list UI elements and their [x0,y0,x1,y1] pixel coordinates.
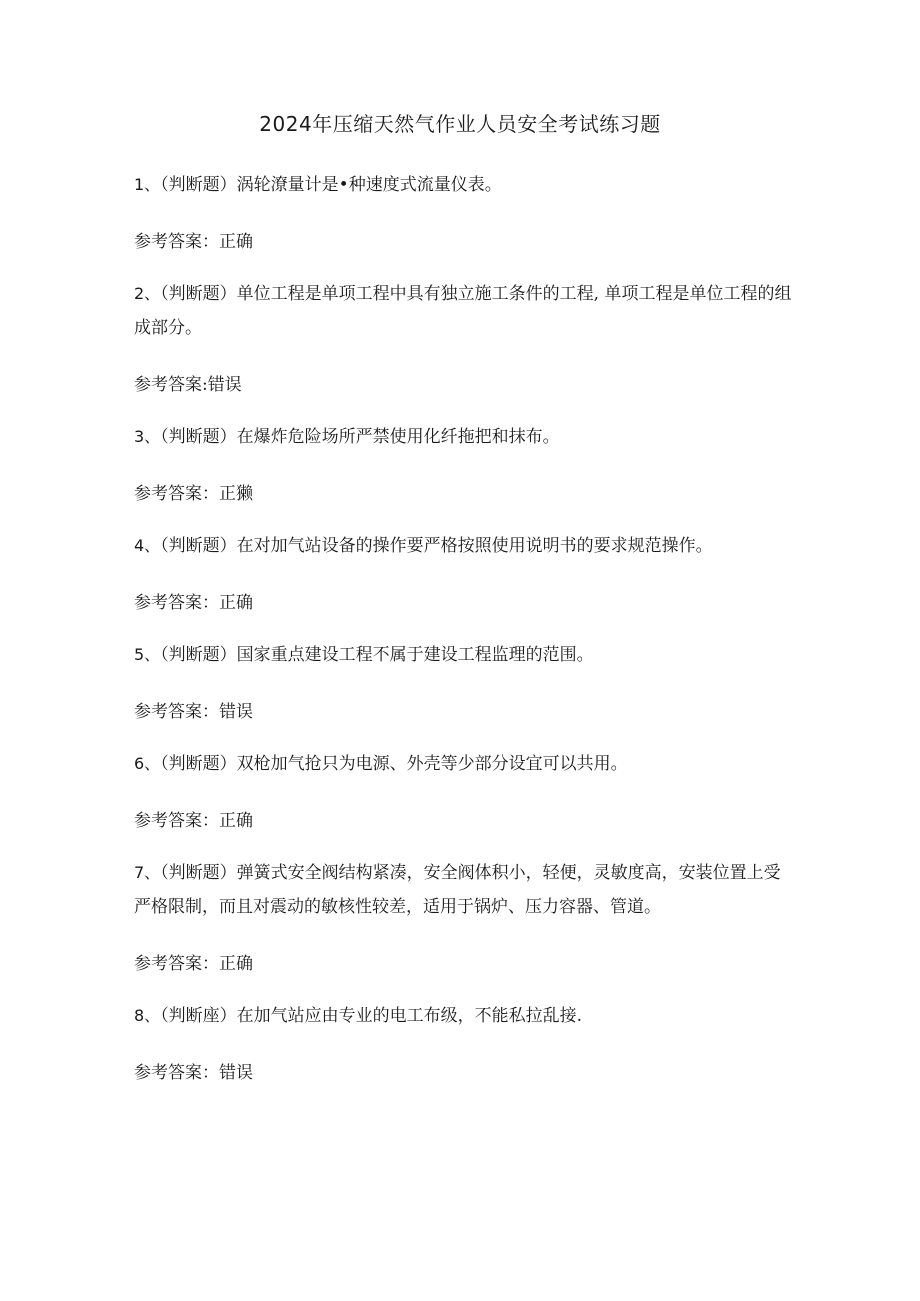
question-body: （判断座）在加气站应由专业的电工布级，不能私拉乱接. [160,1006,583,1026]
question-item-3 [134,420,794,511]
answer-text: 参考答案：正獭 [134,484,253,504]
question-body: （判断题）国家重点建设工程不属于建设工程监理的范围。 [160,645,594,665]
question-number: 5、 [134,645,161,664]
question-body: （判断题）弹簧式安全阀结构紧凑，安全阀体积小，轻便，灵敏度高，安装位置上受严格限制，而且对震动的敏核性较差，适用于锅炉、压力容器、管道。 [134,863,781,917]
question-item-7 [134,856,794,981]
question-list [134,168,794,1108]
question-number: 4、 [134,536,161,555]
question-body: （判断题）在对加气站设备的操作要严格按照使用说明书的要求规范操作。 [160,536,713,556]
question-number: 6、 [134,754,161,773]
answer-text: 参考答案：错误 [134,702,253,722]
answer-text: 参考答案：正确 [134,954,253,974]
answer-text: 参考答案：正确 [134,232,253,252]
question-body: （判断题）双枪加气抢只为电源、外壳等少部分设宜可以共用。 [160,754,628,774]
question-number: 7、 [134,863,161,882]
answer-text: 参考答案：正确 [134,593,253,613]
question-text [134,420,794,454]
question-item-2 [134,277,794,402]
question-item-6 [134,747,794,838]
question-body: （判断题）涡轮潦量计是•种速度式流量仪表。 [160,175,502,195]
question-text [134,638,794,672]
question-body: （判断题）单位工程是单项工程中具有独立施工条件的工程, 单项工程是单位工程的组成部分。 [134,284,792,338]
question-number: 1、 [134,175,161,194]
question-text [134,856,794,924]
question-number: 2、 [134,284,161,303]
question-number: 8、 [134,1006,161,1025]
question-item-5 [134,638,794,729]
page-title: 2024年压缩天然气作业人员安全考试练习题 [259,112,661,136]
answer-text: 参考答案：正确 [134,811,253,831]
answer-text: 参考答案:错误 [134,375,242,395]
question-number: 3、 [134,427,161,446]
question-text [134,529,794,563]
question-item-1 [134,168,794,259]
question-text [134,168,794,202]
question-text [134,747,794,781]
question-text [134,999,794,1033]
question-text [134,277,794,345]
answer-text: 参考答案：错误 [134,1063,253,1083]
question-item-8 [134,999,794,1090]
question-body: （判断题）在爆炸危险场所严禁使用化纤拖把和抹布。 [160,427,560,447]
question-item-4 [134,529,794,620]
